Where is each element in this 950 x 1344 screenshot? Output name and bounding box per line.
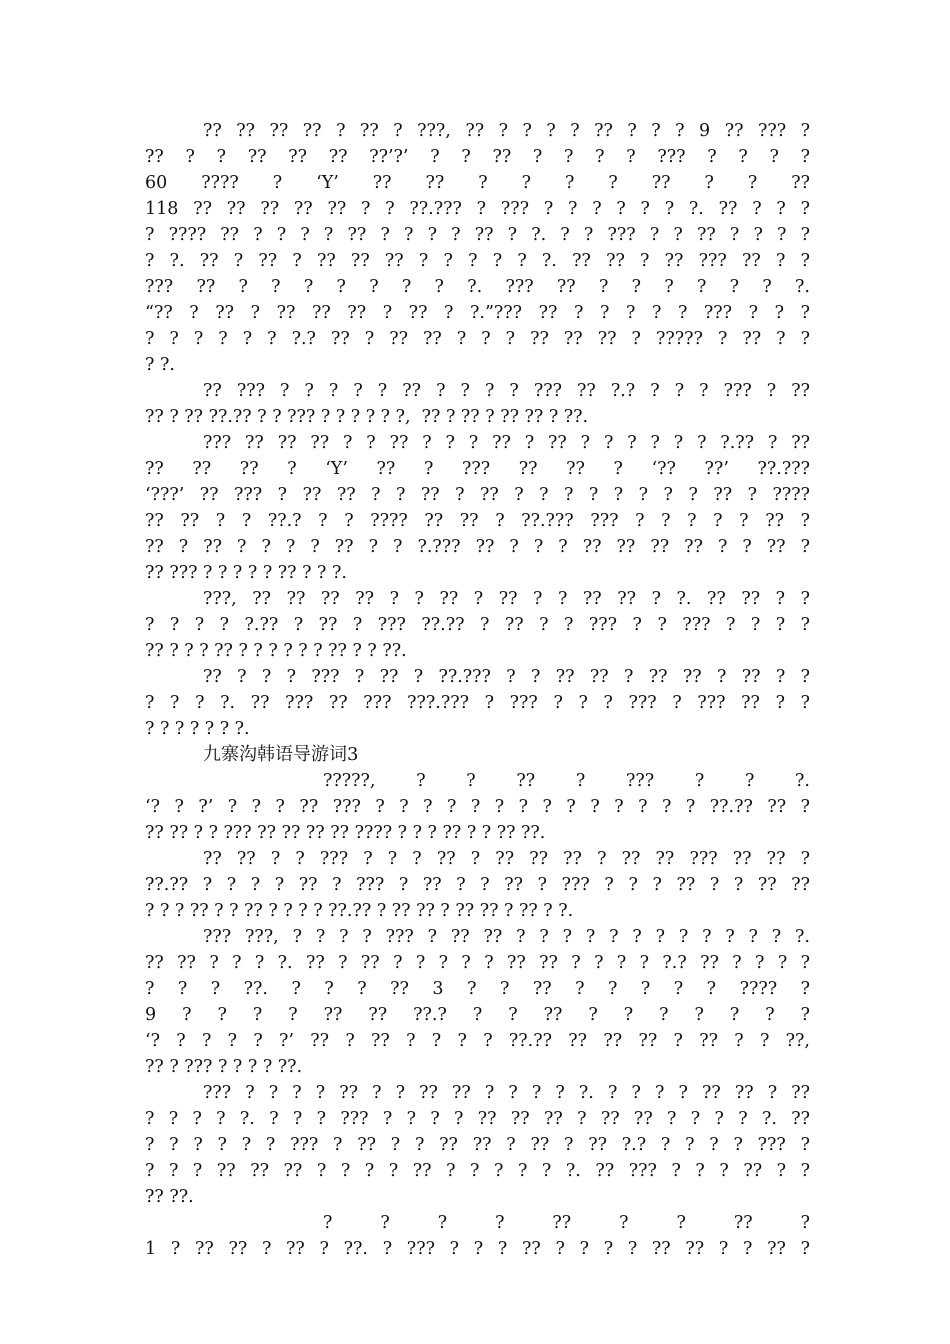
text-line: 60 ???? ? ‘Y’ ?? ?? ? ? ? ? ?? ? ? ?? xyxy=(145,173,810,193)
paragraph-block xyxy=(145,118,810,742)
text-line: ‘? ? ?’ ? ? ? ?? ??? ? ? ? ? ? ? ? ? ? ? ? ? ? ? ??.?? ?? ? xyxy=(145,797,810,817)
text-line: ?? ?? ?? ? ‘Y’ ?? ? ??? ?? ?? ? ‘?? ??’ ??.??? xyxy=(145,459,810,479)
text-line: ? ? ? ? ?.?? ? ?? ? ??? ??.?? ? ?? ? ? ??? ? ? ??? ? ? ? ? xyxy=(145,615,810,635)
text-line: 9 ? ? ? ? ?? ?? ??.? ? ? ?? ? ? ? ? ? ? ? xyxy=(145,1005,810,1025)
text-line: 118 ?? ?? ?? ?? ?? ? ? ??.??? ? ??? ? ? ? ? ? ? ?. ?? ? ? ? xyxy=(145,199,810,219)
text-line: ?????, ? ? ?? ? ??? ? ? ?. xyxy=(323,771,810,791)
text-line: ??.?? ? ? ? ? ?? ? ??? ? ?? ? ? ?? ? ??? ? ? ? ?? ? ? ?? ?? xyxy=(145,875,810,895)
text-line: ?? ? ? ?? ?? ?? ??’?’ ? ? ?? ? ? ? ? ??? ? ? ? ? xyxy=(145,147,810,167)
text-line: ? ?. xyxy=(145,355,175,375)
text-line: ? ? ? ? ? ? ?. xyxy=(145,719,250,739)
text-line: ???, ?? ?? ?? ?? ? ? ?? ? ?? ? ? ?? ?? ? ?. ?? ?? ? ? xyxy=(203,589,810,609)
text-line: ?? ??? ? ? ? ? ? ?? ? ? ? ? ??? ?? ?.? ? ? ? ??? ? ?? xyxy=(203,381,810,401)
text-line: ‘? ? ? ? ? ?’ ?? ? ?? ? ? ? ? ??.?? ?? ?? ?? ? ?? ? ? ??, xyxy=(145,1031,810,1051)
text-line: ??? ? ? ? ? ?? ? ? ?? ?? ? ? ? ? ?. ? ? ? ? ?? ?? ? ?? xyxy=(203,1083,810,1103)
text-line: ??? ?? ? ? ? ? ? ? ? ?. ??? ?? ? ? ? ? ? ? ?. xyxy=(145,277,810,297)
text-line: ?? ? ? ? ?? ? ? ? ? ? ? ?? ? ? ??. xyxy=(145,641,407,661)
text-line: ? ? ? ? ? ? ??? ? ?? ? ? ?? ?? ? ?? ? ?? ?.? ? ? ? ? ??? ? xyxy=(145,1135,810,1155)
document-page xyxy=(145,118,810,1262)
text-line: ? ? ? ? ?. ? ? ? ??? ? ? ? ? ?? ?? ?? ? ?? ?? ? ? ? ? ?. ?? xyxy=(145,1109,810,1129)
text-line: ??? ?? ?? ?? ? ? ?? ? ? ? ?? ? ?? ? ? ? ? ? ? ?.?? ? ?? xyxy=(203,433,810,453)
text-line: ? ? ? ? ? ? ?.? ?? ? ?? ?? ? ? ? ?? ?? ?? ? ????? ? ?? ? ? xyxy=(145,329,810,349)
text-line: “?? ? ?? ? ?? ?? ?? ? ?? ? ?.”??? ?? ? ? ? ? ? ??? ? ? ? xyxy=(145,303,810,323)
text-line: ?? ? ?? ? ? ? ? ?? ? ? ?.??? ?? ? ? ? ?? ?? ?? ?? ? ? ?? ? xyxy=(145,537,810,557)
text-line: ?? ?? ?? ?? ? ?? ? ???, ?? ? ? ? ? ?? ? ? ? 9 ?? ??? ? xyxy=(203,121,810,141)
text-line: ‘???’ ?? ??? ? ?? ?? ? ? ?? ? ?? ? ? ? ? ? ? ? ? ?? ? ???? xyxy=(145,485,810,505)
text-line: ? ? ? ?? ?? ?? ? ? ? ? ?? ? ? ? ? ? ?. ?? ??? ? ? ? ?? ? ? xyxy=(145,1161,810,1181)
text-line: ?? ?? ? ? ??.? ? ? ???? ?? ?? ? ??.??? ??? ? ? ? ? ? ?? ? xyxy=(145,511,810,531)
text-line: ?? ? ?? ??.?? ? ? ??? ? ? ? ? ? ?, ?? ? ?? ? ?? ?? ? ??. xyxy=(145,407,589,427)
text-line: ?? ? ? ? ??? ? ?? ? ??.??? ? ? ?? ?? ? ?? ?? ? ?? ? ? xyxy=(203,667,810,687)
text-line: ?? ??? ? ? ? ? ? ?? ? ? ?. xyxy=(145,563,347,583)
text-line: ??? ???, ? ? ? ? ??? ? ?? ?? ? ? ? ? ? ? ? ? ? ? ? ? ?. xyxy=(203,927,810,947)
paragraph-block xyxy=(145,768,810,1262)
text-line: ? ? ? ??. ? ? ? ?? 3 ? ? ?? ? ? ? ? ? ???? ? xyxy=(145,979,810,999)
text-line: ?? ? ??? ? ? ? ? ??. xyxy=(145,1057,303,1077)
text-line: ? ???? ?? ? ? ? ? ?? ? ? ? ? ?? ? ?. ? ? ??? ? ? ?? ? ? ? ? xyxy=(145,225,810,245)
text-line: ?? ??. xyxy=(145,1187,194,1207)
text-line: ?? ?? ? ? ? ?. ?? ? ?? ? ? ? ? ? ?? ?? ? ? ? ? ?.? ?? ? ? ? ? xyxy=(145,953,810,973)
text-line: ?? ?? ? ? ??? ? ? ? ?? ? ?? ?? ?? ? ?? ?? ??? ?? ?? ? xyxy=(203,849,810,869)
text-line: ? ?. ?? ? ?? ? ?? ?? ?? ? ? ? ? ? ?. ?? ?? ? ?? ??? ?? ? ? xyxy=(145,251,810,271)
text-line: ? ? ? ?. ?? ??? ?? ??? ???.??? ? ??? ? ? ? ??? ? ??? ?? ? ? xyxy=(145,693,810,713)
section-heading: 九寨沟韩语导游词3 xyxy=(203,744,359,765)
text-line: ? ? ? ? ?? ? ? ?? ? xyxy=(323,1213,810,1233)
text-line: ?? ?? ? ? ??? ?? ?? ?? ?? ???? ? ? ? ?? ? ? ?? ??. xyxy=(145,823,546,843)
text-line: 1 ? ?? ?? ? ?? ? ??. ? ??? ? ? ? ?? ? ? ? ? ?? ?? ? ? ?? ? xyxy=(145,1239,810,1259)
text-line: ? ? ? ?? ? ? ?? ? ? ? ? ??.?? ? ?? ?? ? ?? ?? ? ?? ? ?. xyxy=(145,901,574,921)
